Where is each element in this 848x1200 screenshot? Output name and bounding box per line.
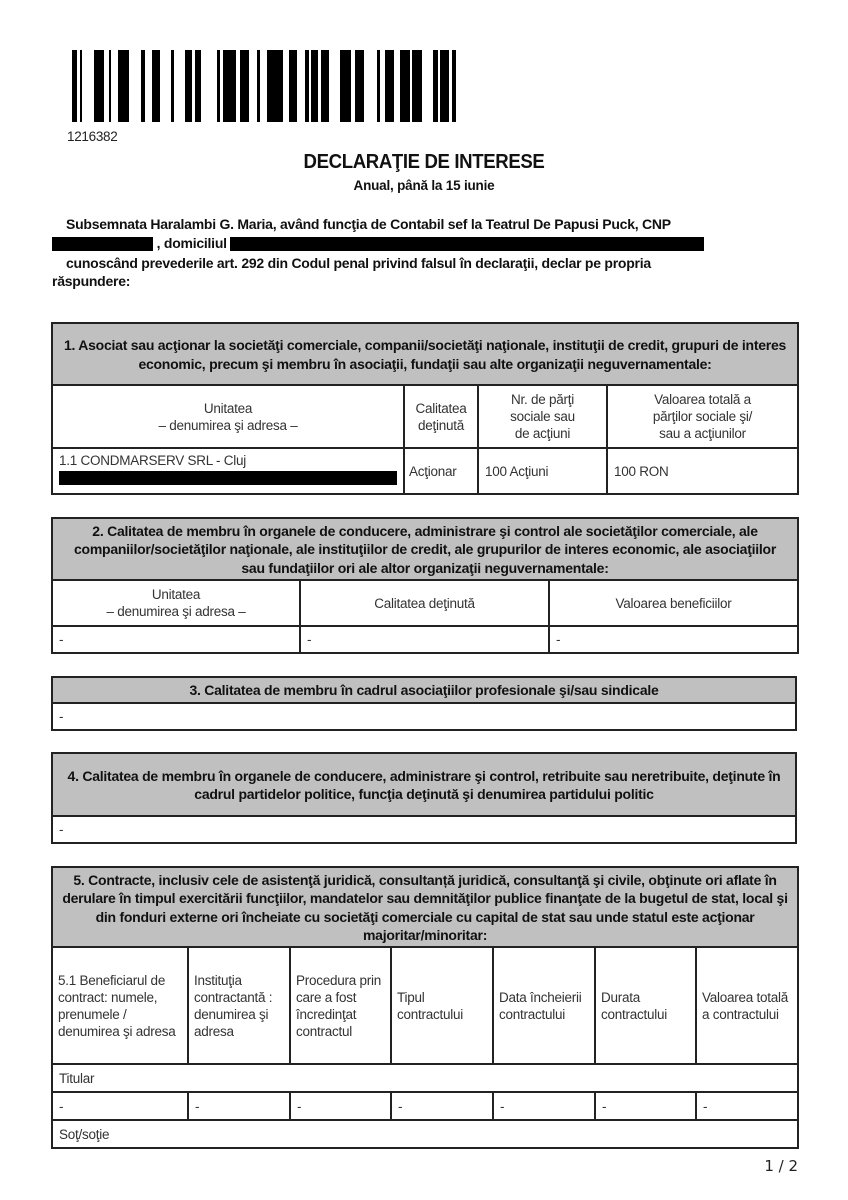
table-row <box>52 626 798 653</box>
section-4-heading: 4. Calitatea de membru în organele de conducere, administrare şi control, retribuite sau neretribuite, deţinute în cadrul partidelor politice, funcţia deţinută şi denumirea partidului politic <box>52 753 796 816</box>
barcode-bar <box>355 50 364 122</box>
barcode-bar <box>321 50 329 122</box>
intro-line-4: răspundere: <box>52 273 131 289</box>
col-header-type: Tipul contractului <box>391 947 493 1064</box>
cell-benefits: - <box>549 626 798 653</box>
col-header-role: Calitatea deţinută <box>404 385 478 448</box>
cell-date: - <box>493 1092 595 1120</box>
barcode-bar <box>385 50 394 122</box>
cell-type: - <box>391 1092 493 1120</box>
section-2-table <box>51 517 799 654</box>
cell-duration: - <box>595 1092 696 1120</box>
table-row <box>52 703 796 730</box>
section-1-table <box>51 322 799 495</box>
document-title: DECLARAŢIE DE INTERESE <box>303 151 545 173</box>
cell-unit: 1.1 CONDMARSERV SRL - Cluj <box>52 448 404 494</box>
barcode-space <box>329 50 339 122</box>
barcode-space <box>364 50 377 122</box>
barcode-bar <box>94 50 104 122</box>
barcode-bar <box>412 50 421 122</box>
col-header-procedure: Procedura prin care a fost încredinţat contractul <box>290 947 391 1064</box>
intro-line-1: Subsemnata Haralambi G. Maria, având funcţia de Contabil sef la Teatrul De Papusi Puck, CNP <box>66 216 671 232</box>
section-4-value: - <box>52 816 796 843</box>
redacted-cnp <box>52 237 153 251</box>
cell-institution: - <box>188 1092 290 1120</box>
col-header-value: Valoarea totală a contractului <box>696 947 798 1064</box>
col-header-unit: Unitatea – denumirea şi adresa – <box>52 385 404 448</box>
section-3-value: - <box>52 703 796 730</box>
redacted-unit-address <box>59 471 397 485</box>
cell-shares: 100 Acţiuni <box>478 448 607 494</box>
barcode-bar <box>267 50 283 122</box>
barcode-bar <box>185 50 192 122</box>
barcode-space <box>82 50 94 122</box>
section-1-heading: 1. Asociat sau acţionar la societăţi comerciale, companii/societăţi naţionale, instituţii de credit, grupuri de interes economic, precum şi membru în asociaţii, fundaţii sau alte organizaţii neguvernamentale: <box>52 323 798 385</box>
cell-value: - <box>696 1092 798 1120</box>
col-header-date: Data încheierii contractului <box>493 947 595 1064</box>
col-header-unit: Unitatea – denumirea şi adresa – <box>52 580 300 626</box>
col-header-benefits: Valoarea beneficiilor <box>549 580 798 626</box>
section-2-heading: 2. Calitatea de membru în organele de conducere, administrare şi control ale societăţilor comerciale, ale companiilor/societăţilor naţionale, ale instituţiilor de credit, ale grupurilor de interes economic, ale asociaţiilor sau fundaţiilor ori ale altor organizaţii neguvernamentale: <box>52 518 798 580</box>
table-row <box>52 1092 798 1120</box>
barcode-bar <box>289 50 297 122</box>
barcode-bar <box>400 50 410 122</box>
barcode-space <box>174 50 186 122</box>
barcode-bar <box>152 50 160 122</box>
cell-unit: - <box>52 626 300 653</box>
barcode-space <box>111 50 118 122</box>
table-row <box>52 816 796 843</box>
barcode-space <box>260 50 267 122</box>
cell-role: Acţionar <box>404 448 478 494</box>
domicile-label: , domiciliul <box>153 235 231 251</box>
col-header-value: Valoarea totală a părţilor sociale şi/ sau a acţiunilor <box>607 385 798 448</box>
cell-beneficiary: - <box>52 1092 188 1120</box>
barcode-bar <box>452 50 457 122</box>
barcode-bar <box>223 50 236 122</box>
col-header-role: Calitatea deţinută <box>300 580 549 626</box>
group-spouse: Soţ/soţie <box>52 1120 798 1148</box>
intro-line-2 <box>52 234 812 253</box>
section-5-table <box>51 866 799 1149</box>
intro-line-3: cunoscând prevederile art. 292 din Codul penal privind falsul în declaraţii, declar pe propria <box>66 255 651 271</box>
barcode-space <box>129 50 142 122</box>
page-number: 1 / 2 <box>764 1157 798 1175</box>
barcode-bar <box>340 50 352 122</box>
barcode <box>72 50 457 122</box>
col-header-beneficiary: 5.1 Beneficiarul de contract: numele, prenumele / denumirea şi adresa <box>52 947 188 1064</box>
section-5-heading: 5. Contracte, inclusiv cele de asistenţă juridică, consultanță juridică, consultanţă şi civile, obţinute ori aflate în derulare în timpul exercitării funcţiilor, mandatelor sau demnităţilor publice finanţate de la bugetul de stat, local şi din fonduri externe ori încheiate cu societăţi comerciale cu capital de stat sau unde statul este acţionar majoritar/minoritar: <box>52 867 798 947</box>
col-header-duration: Durata contractului <box>595 947 696 1064</box>
col-header-shares: Nr. de părţi sociale sau de acţiuni <box>478 385 607 448</box>
barcode-space <box>422 50 434 122</box>
barcode-space <box>249 50 257 122</box>
redacted-address <box>230 237 704 251</box>
cell-value: 100 RON <box>607 448 798 494</box>
barcode-space <box>297 50 305 122</box>
barcode-number: 1216382 <box>67 129 118 144</box>
barcode-space <box>145 50 152 122</box>
cell-procedure: - <box>290 1092 391 1120</box>
section-3-table <box>51 676 797 731</box>
col-header-institution: Instituţia contractantă : denumirea şi adresa <box>188 947 290 1064</box>
document-subtitle: Anual, până la 15 iunie <box>353 178 495 193</box>
barcode-space <box>201 50 217 122</box>
section-4-table <box>51 752 797 844</box>
group-titular: Titular <box>52 1064 798 1092</box>
table-row <box>52 448 798 494</box>
barcode-bar <box>118 50 128 122</box>
barcode-bar <box>240 50 248 122</box>
barcode-bar <box>440 50 449 122</box>
cell-role: - <box>300 626 549 653</box>
section-3-heading: 3. Calitatea de membru în cadrul asociaţiilor profesionale şi/sau sindicale <box>52 677 796 703</box>
barcode-bar <box>311 50 318 122</box>
barcode-space <box>160 50 172 122</box>
